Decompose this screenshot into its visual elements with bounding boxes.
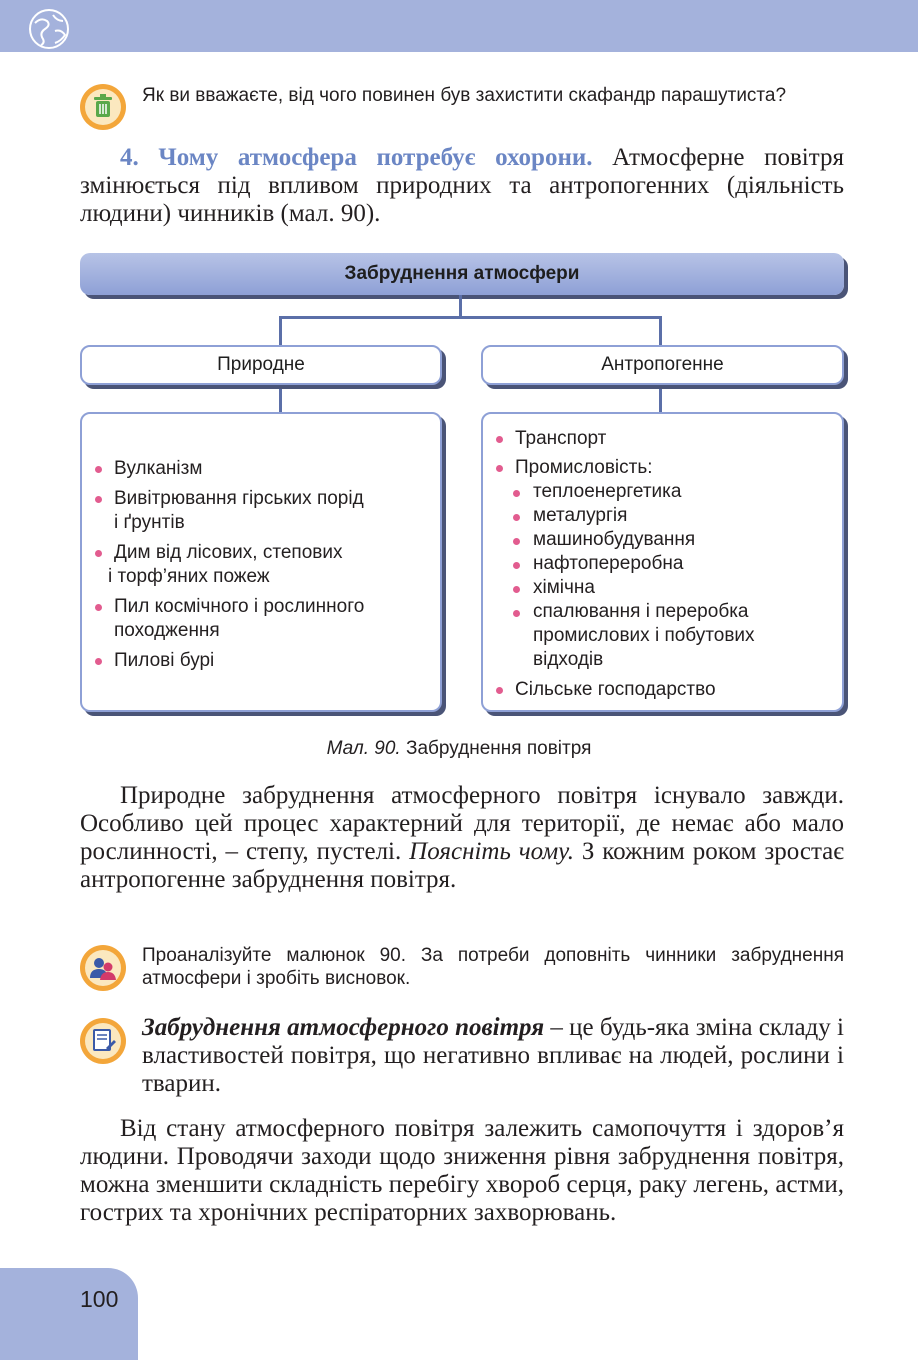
connector-line bbox=[459, 295, 462, 317]
industry-subitem: нафтопереробна bbox=[533, 553, 684, 574]
notebook-icon bbox=[80, 1018, 126, 1064]
natural-item: Вулканізм bbox=[114, 458, 203, 479]
bullet bbox=[95, 466, 102, 473]
natural-item-cont: і ґрунтів bbox=[114, 512, 185, 533]
industry-subitem-cont: відходів bbox=[533, 649, 604, 670]
question-icon bbox=[80, 84, 126, 130]
connector-line bbox=[279, 316, 662, 319]
bullet bbox=[496, 687, 503, 694]
page-number: 100 bbox=[80, 1286, 119, 1312]
anthropogenic-item: Промисловість: bbox=[515, 457, 653, 478]
caption-text: Забруднення повітря bbox=[406, 738, 592, 759]
section-text: Атмосферне повітря змінюється під впливом природних та антропогенних (діяльність людини) чинників (мал. 90). bbox=[80, 144, 844, 227]
bullet bbox=[95, 658, 102, 665]
paragraph-text: Природне забруднення атмосферного повітря існувало завжди. Особливо цей процес характерний для території, де немає або мало рослинності, – степу, пустелі. bbox=[80, 782, 844, 865]
globe-icon bbox=[27, 7, 71, 51]
bullet bbox=[95, 550, 102, 557]
sub-bullet bbox=[513, 514, 520, 521]
section-paragraph bbox=[80, 144, 844, 228]
header-band bbox=[0, 0, 918, 52]
industry-subitem: хімічна bbox=[533, 577, 595, 598]
page-corner bbox=[0, 1268, 138, 1360]
sub-bullet bbox=[513, 610, 520, 617]
industry-subitem: спалювання і переробка bbox=[533, 601, 749, 622]
anthropogenic-list bbox=[481, 412, 844, 712]
industry-subitem: металургія bbox=[533, 505, 628, 526]
paragraph-text: З кожним роком зростає антропогенне забруднення повітря. bbox=[80, 838, 845, 893]
natural-list bbox=[80, 412, 442, 712]
question-text: Як ви вважаєте, від чого повинен був захистити скафандр парашутиста? bbox=[142, 85, 787, 106]
definition-term: Забруднення атмосферного повітря bbox=[142, 1014, 545, 1041]
connector-line bbox=[659, 316, 662, 346]
paragraph-italic: Поясніть чому. bbox=[409, 838, 574, 865]
people-icon bbox=[80, 945, 126, 991]
connector-line bbox=[279, 385, 282, 413]
bullet bbox=[95, 604, 102, 611]
natural-item: Вивітрювання гірських порід bbox=[114, 488, 364, 509]
connector-line bbox=[659, 385, 662, 413]
anthropogenic-item: Сільське господарство bbox=[515, 679, 716, 700]
natural-category: Природне bbox=[80, 345, 442, 385]
paragraph-natural-pollution bbox=[80, 782, 844, 894]
bullet bbox=[496, 465, 503, 472]
industry-subitem: теплоенергетика bbox=[533, 481, 682, 502]
connector-line bbox=[279, 316, 282, 346]
bullet bbox=[496, 436, 503, 443]
natural-item: Пилові бурі bbox=[114, 650, 215, 671]
anthropogenic-category: Антропогенне bbox=[481, 345, 844, 385]
trash-bin-icon bbox=[80, 84, 126, 130]
bullet bbox=[95, 496, 102, 503]
natural-item-cont: походження bbox=[114, 620, 220, 641]
industry-subitem: машинобудування bbox=[533, 529, 696, 550]
anthropogenic-item: Транспорт bbox=[515, 428, 607, 449]
natural-item: Дим від лісових, степових bbox=[114, 542, 343, 563]
sub-bullet bbox=[513, 586, 520, 593]
definition-text: – це будь-яка зміна складу і властивостей повітря, що негативно впливає на людей, рослини і тварин. bbox=[142, 1014, 844, 1097]
definition bbox=[142, 1014, 844, 1098]
figure-caption bbox=[0, 738, 918, 760]
group-task-icon bbox=[80, 945, 126, 991]
caption-label: Мал. 90. bbox=[326, 738, 401, 759]
pollution-diagram bbox=[0, 245, 918, 725]
section-heading: 4. Чому атмосфера потребує охорони. bbox=[120, 144, 593, 171]
industry-subitem-cont: промислових і побутових bbox=[533, 625, 755, 646]
sub-bullet bbox=[513, 562, 520, 569]
definition-icon bbox=[80, 1018, 126, 1064]
task-text: Проаналізуйте малюнок 90. За потреби доповніть чинники забруднення атмосфери і зробіть висновок. bbox=[142, 945, 844, 989]
paragraph-health: Від стану атмосферного повітря залежить самопочуття і здоров’я людини. Проводячи заходи щодо зниження рівня забруднення повітря, можна зменшити складність перебігу хвороб серця, раку легень, астми, гострих та хронічних респіраторних захворювань. bbox=[80, 1115, 844, 1226]
natural-item-cont: і торф’яних пожеж bbox=[108, 566, 270, 587]
diagram-title: Забруднення атмосфери bbox=[80, 253, 844, 295]
sub-bullet bbox=[513, 538, 520, 545]
natural-item: Пил космічного і рослинного bbox=[114, 596, 365, 617]
sub-bullet bbox=[513, 490, 520, 497]
